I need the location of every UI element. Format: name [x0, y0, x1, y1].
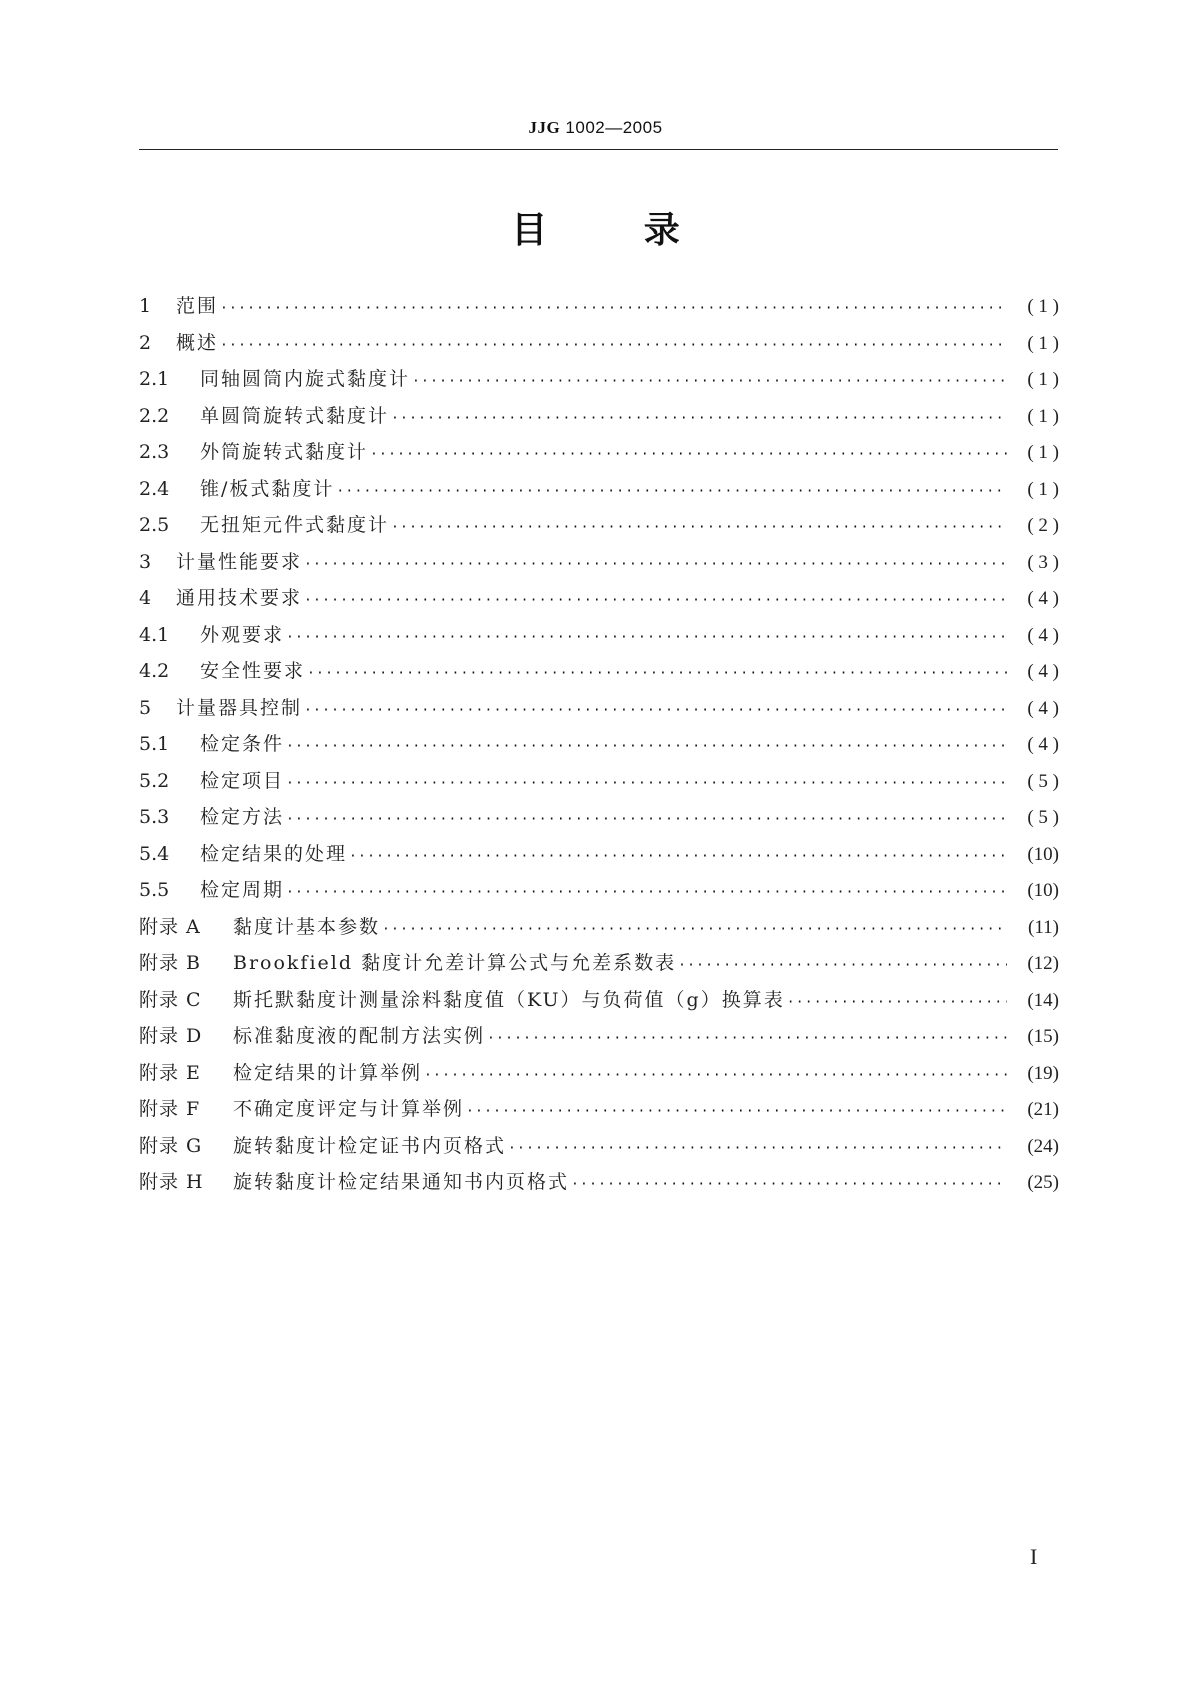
toc-label: 检定项目: [200, 769, 285, 792]
dot-leader: [304, 557, 1007, 572]
title-char-2: 录: [643, 210, 680, 251]
dot-leader: [220, 301, 1007, 316]
toc-page: ( 3 ): [1027, 551, 1059, 573]
toc-number: 5.1: [139, 733, 170, 755]
toc-entry[interactable]: [139, 328, 1059, 365]
dot-leader: [487, 1031, 1007, 1046]
toc-page: ( 5 ): [1027, 770, 1059, 792]
toc-number: 5: [139, 696, 152, 719]
toc-label: 外观要求: [200, 623, 285, 646]
toc-page: ( 4 ): [1027, 588, 1059, 609]
dot-leader: [220, 338, 1007, 353]
toc-number: 4.2: [139, 660, 170, 682]
toc-entry[interactable]: [139, 875, 1059, 912]
toc-page: ( 5 ): [1027, 807, 1059, 828]
dot-leader: [304, 593, 1007, 608]
toc-number: 4.1: [139, 623, 170, 646]
table-of-contents: [139, 291, 1059, 1204]
toc-entry[interactable]: [139, 766, 1059, 803]
toc-label: 检定结果的处理: [200, 842, 348, 865]
toc-number: 附录 A: [139, 915, 201, 938]
toc-entry-appendix[interactable]: [139, 948, 1059, 985]
dot-leader: [382, 922, 1007, 937]
toc-page: (21): [1027, 1099, 1059, 1120]
toc-page: ( 4 ): [1027, 624, 1059, 646]
toc-label: 检定结果的计算举例: [233, 1061, 423, 1084]
toc-label: 检定周期: [200, 879, 285, 901]
title-char-1: 目: [511, 210, 548, 251]
toc-label: 标准黏度液的配制方法实例: [233, 1025, 486, 1047]
toc-label: 锥/板式黏度计: [200, 477, 335, 500]
toc-entry[interactable]: [139, 437, 1059, 474]
toc-number: 附录 G: [139, 1134, 203, 1157]
toc-entry[interactable]: [139, 802, 1059, 839]
toc-label: Brookfield 黏度计允差计算公式与允差系数表: [233, 952, 677, 974]
toc-entry[interactable]: [139, 474, 1059, 511]
toc-entry-appendix[interactable]: [139, 912, 1059, 949]
dot-leader: [391, 520, 1007, 535]
toc-page: (19): [1027, 1062, 1059, 1084]
toc-number: 1: [139, 295, 152, 317]
toc-page: ( 1 ): [1027, 478, 1059, 500]
toc-entry[interactable]: [139, 364, 1059, 401]
dot-leader: [286, 630, 1007, 645]
toc-number: 附录 C: [139, 988, 202, 1011]
toc-label: 旋转黏度计检定结果通知书内页格式: [233, 1171, 570, 1193]
toc-entry[interactable]: [139, 547, 1059, 584]
toc-page: ( 4 ): [1027, 734, 1059, 755]
toc-entry[interactable]: [139, 583, 1059, 620]
page-title: [0, 202, 1191, 253]
page-folio: I: [1030, 1544, 1038, 1569]
toc-number: 附录 D: [139, 1025, 203, 1047]
toc-number: 2.1: [139, 368, 170, 390]
toc-number: 2.2: [139, 404, 170, 427]
toc-label: 斯托默黏度计测量涂料黏度值（KU）与负荷值（g）换算表: [233, 988, 785, 1011]
toc-entry-appendix[interactable]: [139, 1131, 1059, 1168]
toc-page: ( 1 ): [1027, 442, 1059, 463]
toc-page: ( 1 ): [1027, 405, 1059, 427]
toc-page: ( 1 ): [1027, 296, 1059, 317]
toc-label: 外筒旋转式黏度计: [200, 441, 369, 463]
toc-entry[interactable]: [139, 839, 1059, 876]
dot-leader: [349, 849, 1007, 864]
toc-number: 2.5: [139, 514, 170, 536]
toc-page: ( 2 ): [1027, 515, 1059, 536]
dot-leader: [508, 1141, 1007, 1156]
toc-number: 5.5: [139, 879, 170, 901]
dot-leader: [286, 885, 1007, 900]
toc-number: 4: [139, 587, 152, 609]
toc-label: 无扭矩元件式黏度计: [200, 514, 390, 536]
toc-number: 2: [139, 331, 152, 354]
toc-entry[interactable]: [139, 291, 1059, 328]
toc-label: 安全性要求: [200, 660, 306, 682]
toc-number: 5.4: [139, 842, 170, 865]
toc-page: (10): [1027, 880, 1059, 901]
toc-entry[interactable]: [139, 510, 1059, 547]
toc-entry-appendix[interactable]: [139, 985, 1059, 1022]
toc-page: (15): [1027, 1026, 1059, 1047]
toc-number: 附录 H: [139, 1171, 204, 1193]
toc-page: ( 1 ): [1027, 332, 1059, 354]
standard-number: 1002—2005: [565, 118, 663, 137]
toc-number: 5.2: [139, 769, 170, 792]
toc-label: 检定方法: [200, 806, 285, 828]
dot-leader: [286, 776, 1007, 791]
dot-leader: [571, 1177, 1007, 1192]
toc-entry-appendix[interactable]: [139, 1167, 1059, 1204]
toc-label: 旋转黏度计检定证书内页格式: [233, 1134, 507, 1157]
dot-leader: [678, 958, 1007, 973]
toc-page: (14): [1027, 989, 1059, 1011]
toc-label: 同轴圆筒内旋式黏度计: [200, 368, 411, 390]
toc-label: 不确定度评定与计算举例: [233, 1098, 465, 1120]
toc-page: (25): [1027, 1172, 1059, 1193]
toc-number: 2.3: [139, 441, 170, 463]
dot-leader: [304, 703, 1007, 718]
toc-label: 计量器具控制: [176, 696, 303, 719]
toc-label: 范围: [176, 295, 219, 317]
toc-number: 附录 F: [139, 1098, 201, 1120]
toc-page: (11): [1028, 916, 1059, 938]
dot-leader: [391, 411, 1007, 426]
dot-leader: [424, 1068, 1007, 1083]
toc-number: 5.3: [139, 806, 170, 828]
running-header: [0, 118, 1191, 138]
toc-number: 2.4: [139, 477, 170, 500]
toc-number: 3: [139, 550, 152, 573]
toc-entry[interactable]: [139, 729, 1059, 766]
standard-prefix: JJG: [528, 118, 561, 137]
toc-label: 单圆筒旋转式黏度计: [200, 404, 390, 427]
toc-label: 计量性能要求: [176, 550, 303, 573]
toc-number: 附录 E: [139, 1061, 201, 1084]
toc-page: ( 1 ): [1027, 369, 1059, 390]
toc-page: ( 4 ): [1027, 661, 1059, 682]
toc-page: ( 4 ): [1027, 697, 1059, 719]
toc-entry-appendix[interactable]: [139, 1021, 1059, 1058]
toc-label: 概述: [176, 331, 219, 354]
dot-leader: [307, 666, 1007, 681]
header-rule: [139, 149, 1058, 150]
toc-label: 黏度计基本参数: [233, 915, 381, 938]
dot-leader: [286, 739, 1007, 754]
toc-number: 附录 B: [139, 952, 202, 974]
toc-label: 通用技术要求: [176, 587, 303, 609]
dot-leader: [466, 1104, 1007, 1119]
toc-entry[interactable]: [139, 693, 1059, 730]
toc-entry-appendix[interactable]: [139, 1094, 1059, 1131]
dot-leader: [336, 484, 1007, 499]
dot-leader: [412, 374, 1007, 389]
toc-entry-appendix[interactable]: [139, 1058, 1059, 1095]
toc-entry[interactable]: [139, 401, 1059, 438]
toc-page: (12): [1027, 953, 1059, 974]
dot-leader: [286, 812, 1007, 827]
toc-entry[interactable]: [139, 620, 1059, 657]
dot-leader: [787, 995, 1007, 1010]
toc-page: (10): [1027, 843, 1059, 865]
toc-entry[interactable]: [139, 656, 1059, 693]
toc-page: (24): [1027, 1135, 1059, 1157]
toc-label: 检定条件: [200, 733, 285, 755]
dot-leader: [370, 447, 1007, 462]
